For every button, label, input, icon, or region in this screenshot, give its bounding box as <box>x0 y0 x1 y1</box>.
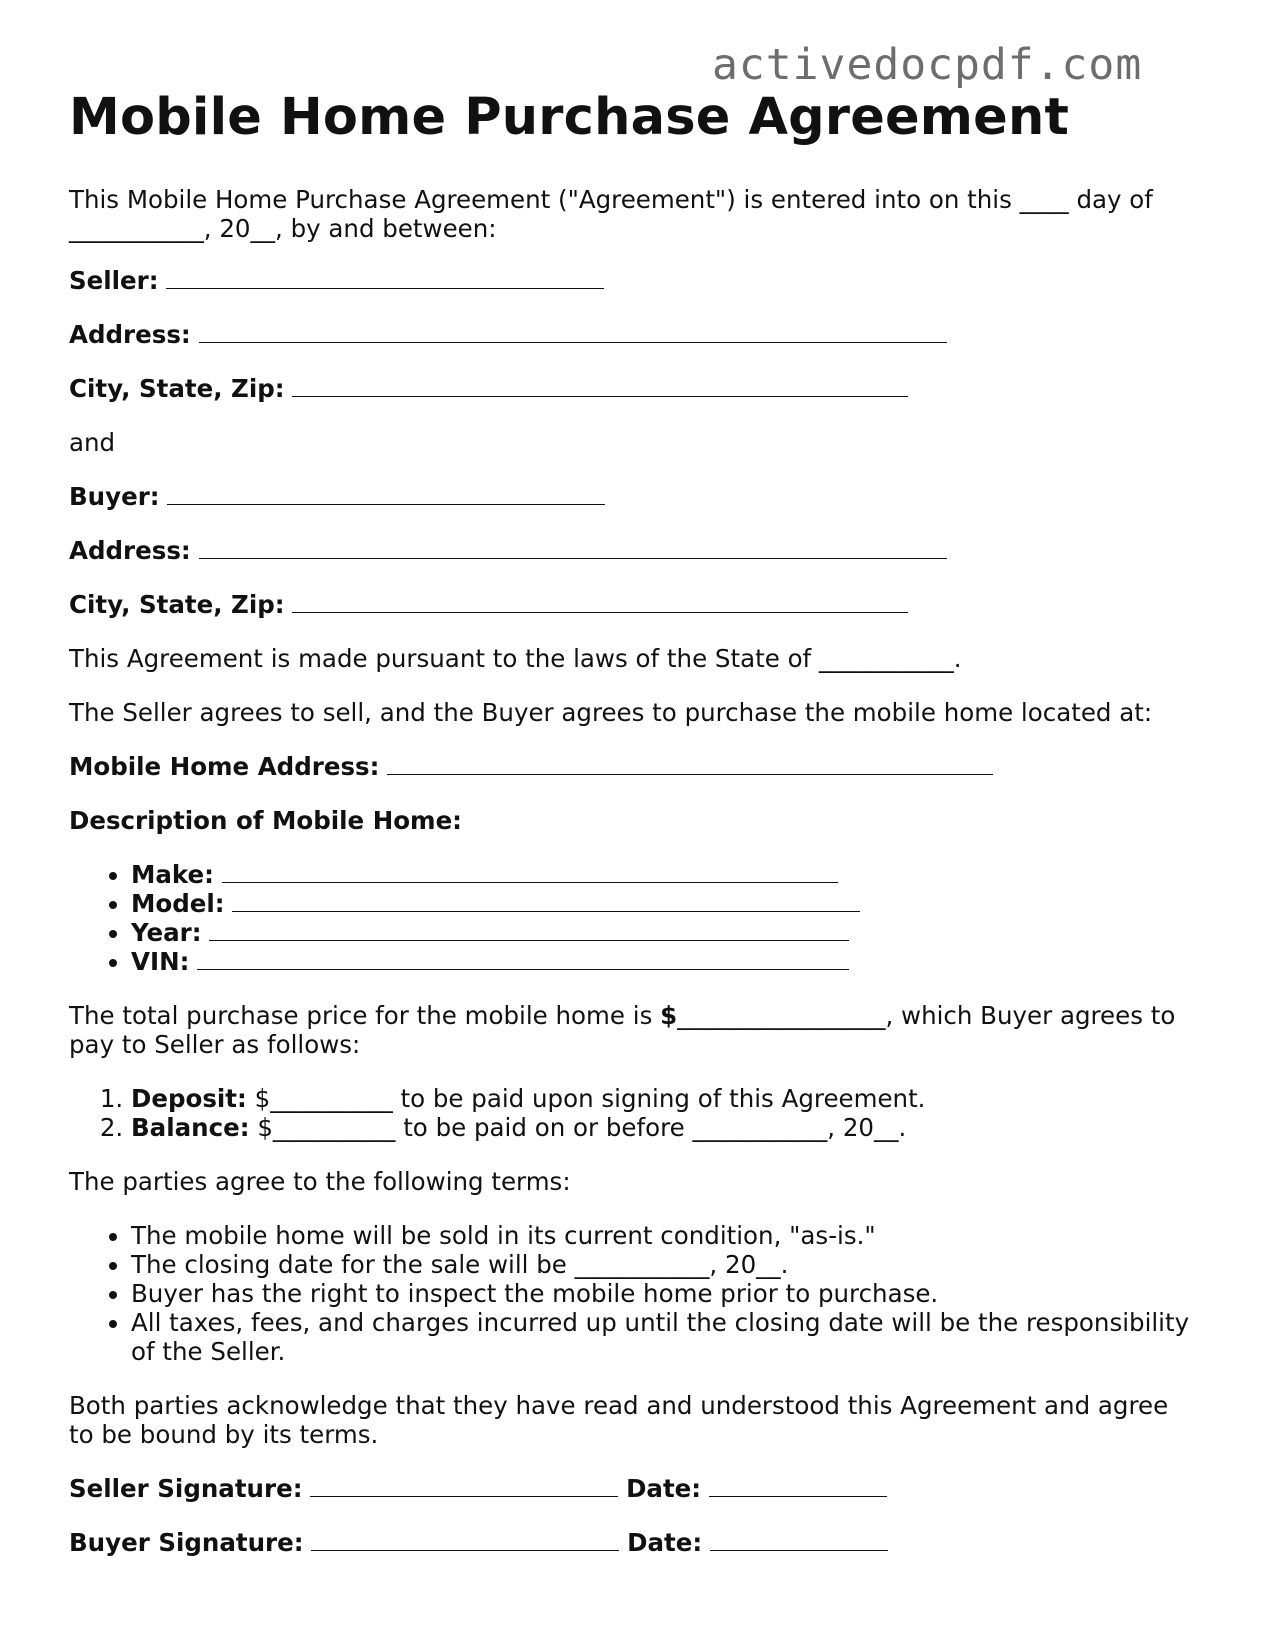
terms-intro: The parties agree to the following terms: <box>69 1167 571 1196</box>
make-label: Make: <box>131 860 214 889</box>
model-line[interactable] <box>232 889 860 912</box>
buyer-date-label: Date: <box>627 1528 703 1557</box>
list-item: • The closing date for the sale will be ___________, 20__. <box>131 1250 1194 1279</box>
buyer-city-label: City, State, Zip: <box>69 590 285 619</box>
buyer-city-line[interactable] <box>292 590 908 613</box>
description-list <box>69 860 1194 976</box>
price-prefix: The total purchase price for the mobile home is <box>69 1001 661 1030</box>
list-item: • All taxes, fees, and charges incurred up until the closing date will be the responsibility of the Seller. <box>131 1308 1194 1366</box>
buyer-address-label: Address: <box>69 536 191 565</box>
deposit-label: Deposit: <box>131 1084 247 1113</box>
page-title: Mobile Home Purchase Agreement <box>69 88 1070 147</box>
price-paragraph <box>69 1001 1194 1059</box>
acknowledgement-paragraph: Both parties acknowledge that they have read and understood this Agreement and agree to be bound by its terms. <box>69 1391 1169 1449</box>
home-address-label: Mobile Home Address: <box>69 752 380 781</box>
year-label: Year: <box>131 918 202 947</box>
list-item[interactable] <box>131 860 1194 889</box>
buyer-address-line[interactable] <box>199 536 947 559</box>
seller-signature-label: Seller Signature: <box>69 1474 303 1503</box>
terms-list <box>69 1221 1194 1366</box>
buyer-address-field[interactable] <box>69 536 1194 565</box>
seller-address-label: Address: <box>69 320 191 349</box>
price-suffix: , which Buyer agrees to pay to Seller as follows: <box>69 1001 1176 1059</box>
price-currency: $ <box>660 1001 678 1030</box>
buyer-name-field[interactable] <box>69 482 1194 511</box>
buyer-date-line[interactable] <box>710 1528 888 1551</box>
balance-label: Balance: <box>131 1113 250 1142</box>
buyer-name-label: Buyer: <box>69 482 160 511</box>
intro-paragraph: This Mobile Home Purchase Agreement ("Agreement") is entered into on this ____ day of ___________, 20__, by and between: <box>69 185 1153 243</box>
model-label: Model: <box>131 889 225 918</box>
seller-address-line[interactable] <box>199 320 947 343</box>
seller-date-label: Date: <box>626 1474 702 1503</box>
seller-name-label: Seller: <box>69 266 159 295</box>
buyer-signature-line[interactable] <box>311 1528 619 1551</box>
balance-text: $__________ to be paid on or before ___________, 20__. <box>249 1113 907 1142</box>
buyer-signature-label: Buyer Signature: <box>69 1528 304 1557</box>
buyer-signature-row[interactable] <box>69 1528 1194 1557</box>
description-heading <box>69 806 1194 835</box>
sale-paragraph: The Seller agrees to sell, and the Buyer agrees to purchase the mobile home located at: <box>69 698 1153 727</box>
seller-city-line[interactable] <box>292 374 908 397</box>
price-blank[interactable]: _________________ <box>677 1001 886 1030</box>
year-line[interactable] <box>209 918 849 941</box>
list-item: • Buyer has the right to inspect the mobile home prior to purchase. <box>131 1279 1194 1308</box>
law-paragraph: This Agreement is made pursuant to the laws of the State of ___________. <box>69 644 962 673</box>
list-item[interactable] <box>131 1113 1194 1142</box>
home-address-line[interactable] <box>387 752 993 775</box>
make-line[interactable] <box>222 860 838 883</box>
buyer-name-line[interactable] <box>167 482 605 505</box>
payment-list <box>69 1084 1194 1142</box>
seller-signature-row[interactable] <box>69 1474 1194 1503</box>
document-page <box>69 84 1194 1557</box>
buyer-city-field[interactable] <box>69 590 1194 619</box>
and-text: and <box>69 428 116 457</box>
list-item[interactable] <box>131 889 1194 918</box>
seller-name-line[interactable] <box>166 266 604 289</box>
deposit-text: $__________ to be paid upon signing of this Agreement. <box>246 1084 926 1113</box>
list-item: • The mobile home will be sold in its current condition, "as-is." <box>131 1221 1194 1250</box>
seller-city-label: City, State, Zip: <box>69 374 285 403</box>
vin-line[interactable] <box>197 947 849 970</box>
list-item[interactable] <box>131 947 1194 976</box>
seller-city-field[interactable] <box>69 374 1194 403</box>
watermark: activedocpdf.com <box>712 40 1143 90</box>
seller-signature-line[interactable] <box>310 1474 618 1497</box>
seller-date-line[interactable] <box>709 1474 887 1497</box>
list-item[interactable] <box>131 1084 1194 1113</box>
home-address-field[interactable] <box>69 752 1194 781</box>
seller-name-field[interactable] <box>69 266 1194 295</box>
vin-label: VIN: <box>131 947 190 976</box>
description-heading-text: Description of Mobile Home: <box>69 806 462 835</box>
list-item[interactable] <box>131 918 1194 947</box>
seller-address-field[interactable] <box>69 320 1194 349</box>
